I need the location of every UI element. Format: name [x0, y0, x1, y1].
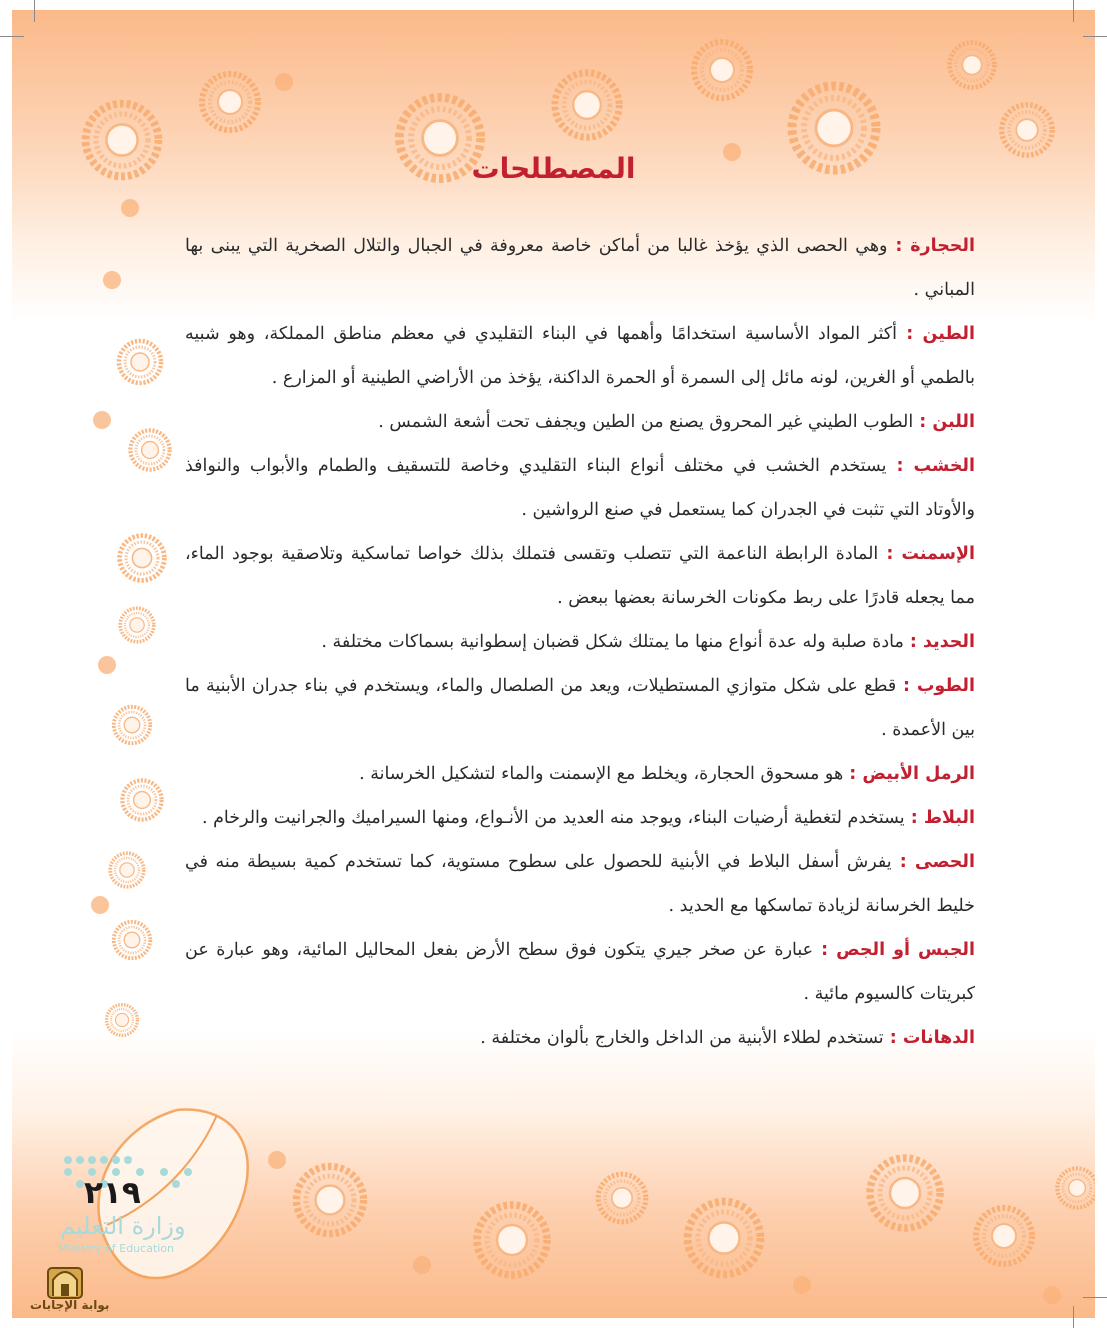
ministry-logo [60, 1212, 186, 1240]
term-word: الحصى : [892, 852, 975, 872]
term-entry [185, 312, 975, 400]
term-word: الطين : [897, 324, 975, 344]
term-definition: هو مسحوق الحجارة، ويخلط مع الإسمنت والماء لتشكيل الخرسانة . [359, 764, 844, 784]
watermark-text: بوابة الإجابات [30, 1298, 110, 1312]
term-definition: مادة صلبة وله عدة أنواع منها ما يمتلك شكل قضبان إسطوانية بسماكات مختلفة . [321, 632, 904, 652]
ministry-logo-text: وزارة التعليم [60, 1212, 186, 1240]
ministry-logo-en: Ministry of Education [58, 1242, 175, 1255]
term-entry [185, 224, 975, 312]
term-entry [185, 928, 975, 1016]
term-word: الطوب : [896, 676, 975, 696]
term-entry [185, 532, 975, 620]
term-definition: يستخدم لتغطية أرضيات البناء، ويوجد منه العديد من الأنـواع، ومنها السيراميك والجرانيت والرخام . [201, 808, 905, 828]
term-entry [185, 664, 975, 752]
crop-mark [1083, 1297, 1107, 1298]
term-entry [185, 752, 975, 796]
term-definition: عبارة عن صخر جيري يتكون فوق سطح الأرض بفعل المحاليل المائية، وهو عبارة عن كبريتات كالسيوم مائية . [185, 940, 975, 1004]
term-word: اللبن : [913, 412, 975, 432]
mosque-icon [44, 1256, 86, 1300]
crop-mark [1073, 1306, 1074, 1328]
term-definition: الطوب الطيني غير المحروق يصنع من الطين ويجفف تحت أشعة الشمس . [378, 412, 914, 432]
term-entry [185, 444, 975, 532]
term-definition: أكثر المواد الأساسية استخدامًا وأهمها في البناء التقليدي في معظم مناطق المملكة، وهو شبيه بالطمي أو الغرين، لونه مائل إلى السمرة أو الحمرة الداكنة، يؤخذ من الأراضي الطينية أو المزارع . [185, 324, 975, 388]
term-entry [185, 796, 975, 840]
term-entry [185, 400, 975, 444]
crop-mark [1073, 0, 1074, 22]
term-word: الدهانات : [884, 1028, 975, 1048]
term-word: الجبس أو الجص : [813, 940, 975, 960]
term-definition: المادة الرابطة الناعمة التي تتصلب وتقسى فتملك بذلك خواصا تماسكية وتلاصقية بوجود الماء، مما يجعله قادرًا على ربط مكونات الخرسانة بعضها ببعض . [185, 544, 975, 608]
term-definition: تستخدم لطلاء الأبنية من الداخل والخارج بألوان مختلفة . [480, 1028, 884, 1048]
term-word: الحديد : [904, 632, 975, 652]
term-word: البلاط : [905, 808, 975, 828]
crop-mark [1083, 36, 1107, 37]
term-word: الرمل الأبيض : [843, 764, 975, 784]
page-number: ٢١٩ [84, 1175, 141, 1211]
term-word: الحجارة : [888, 236, 975, 256]
term-definition: وهي الحصى الذي يؤخذ غالبا من أماكن خاصة معروفة في الجبال والتلال الصخرية التي يبنى بها المباني . [185, 236, 975, 300]
term-entry [185, 1016, 975, 1060]
terms-list [185, 224, 975, 1060]
term-definition: يفرش أسفل البلاط في الأبنية للحصول على سطوح مستوية، كما تستخدم كمية بسيطة منه في خليط الخرسانة لزيادة تماسكها مع الحديد . [185, 852, 975, 916]
term-definition: يستخدم الخشب في مختلف أنواع البناء التقليدي وخاصة للتسقيف والطمام والأبواب والنوافذ والأوتاد التي تثبت في الجدران كما يستعمل في صنع الرواشين . [185, 456, 975, 520]
term-word: الخشب : [886, 456, 975, 476]
term-definition: قطع على شكل متوازي المستطيلات، ويعد من الصلصال والماء، ويستخدم في بناء جدران الأبنية ما بين الأعمدة . [185, 676, 975, 740]
page-title: المصطلحات [471, 152, 636, 185]
term-entry [185, 620, 975, 664]
term-entry [185, 840, 975, 928]
crop-mark [0, 36, 24, 37]
term-word: الإسمنت : [878, 544, 975, 564]
crop-mark [34, 0, 35, 22]
